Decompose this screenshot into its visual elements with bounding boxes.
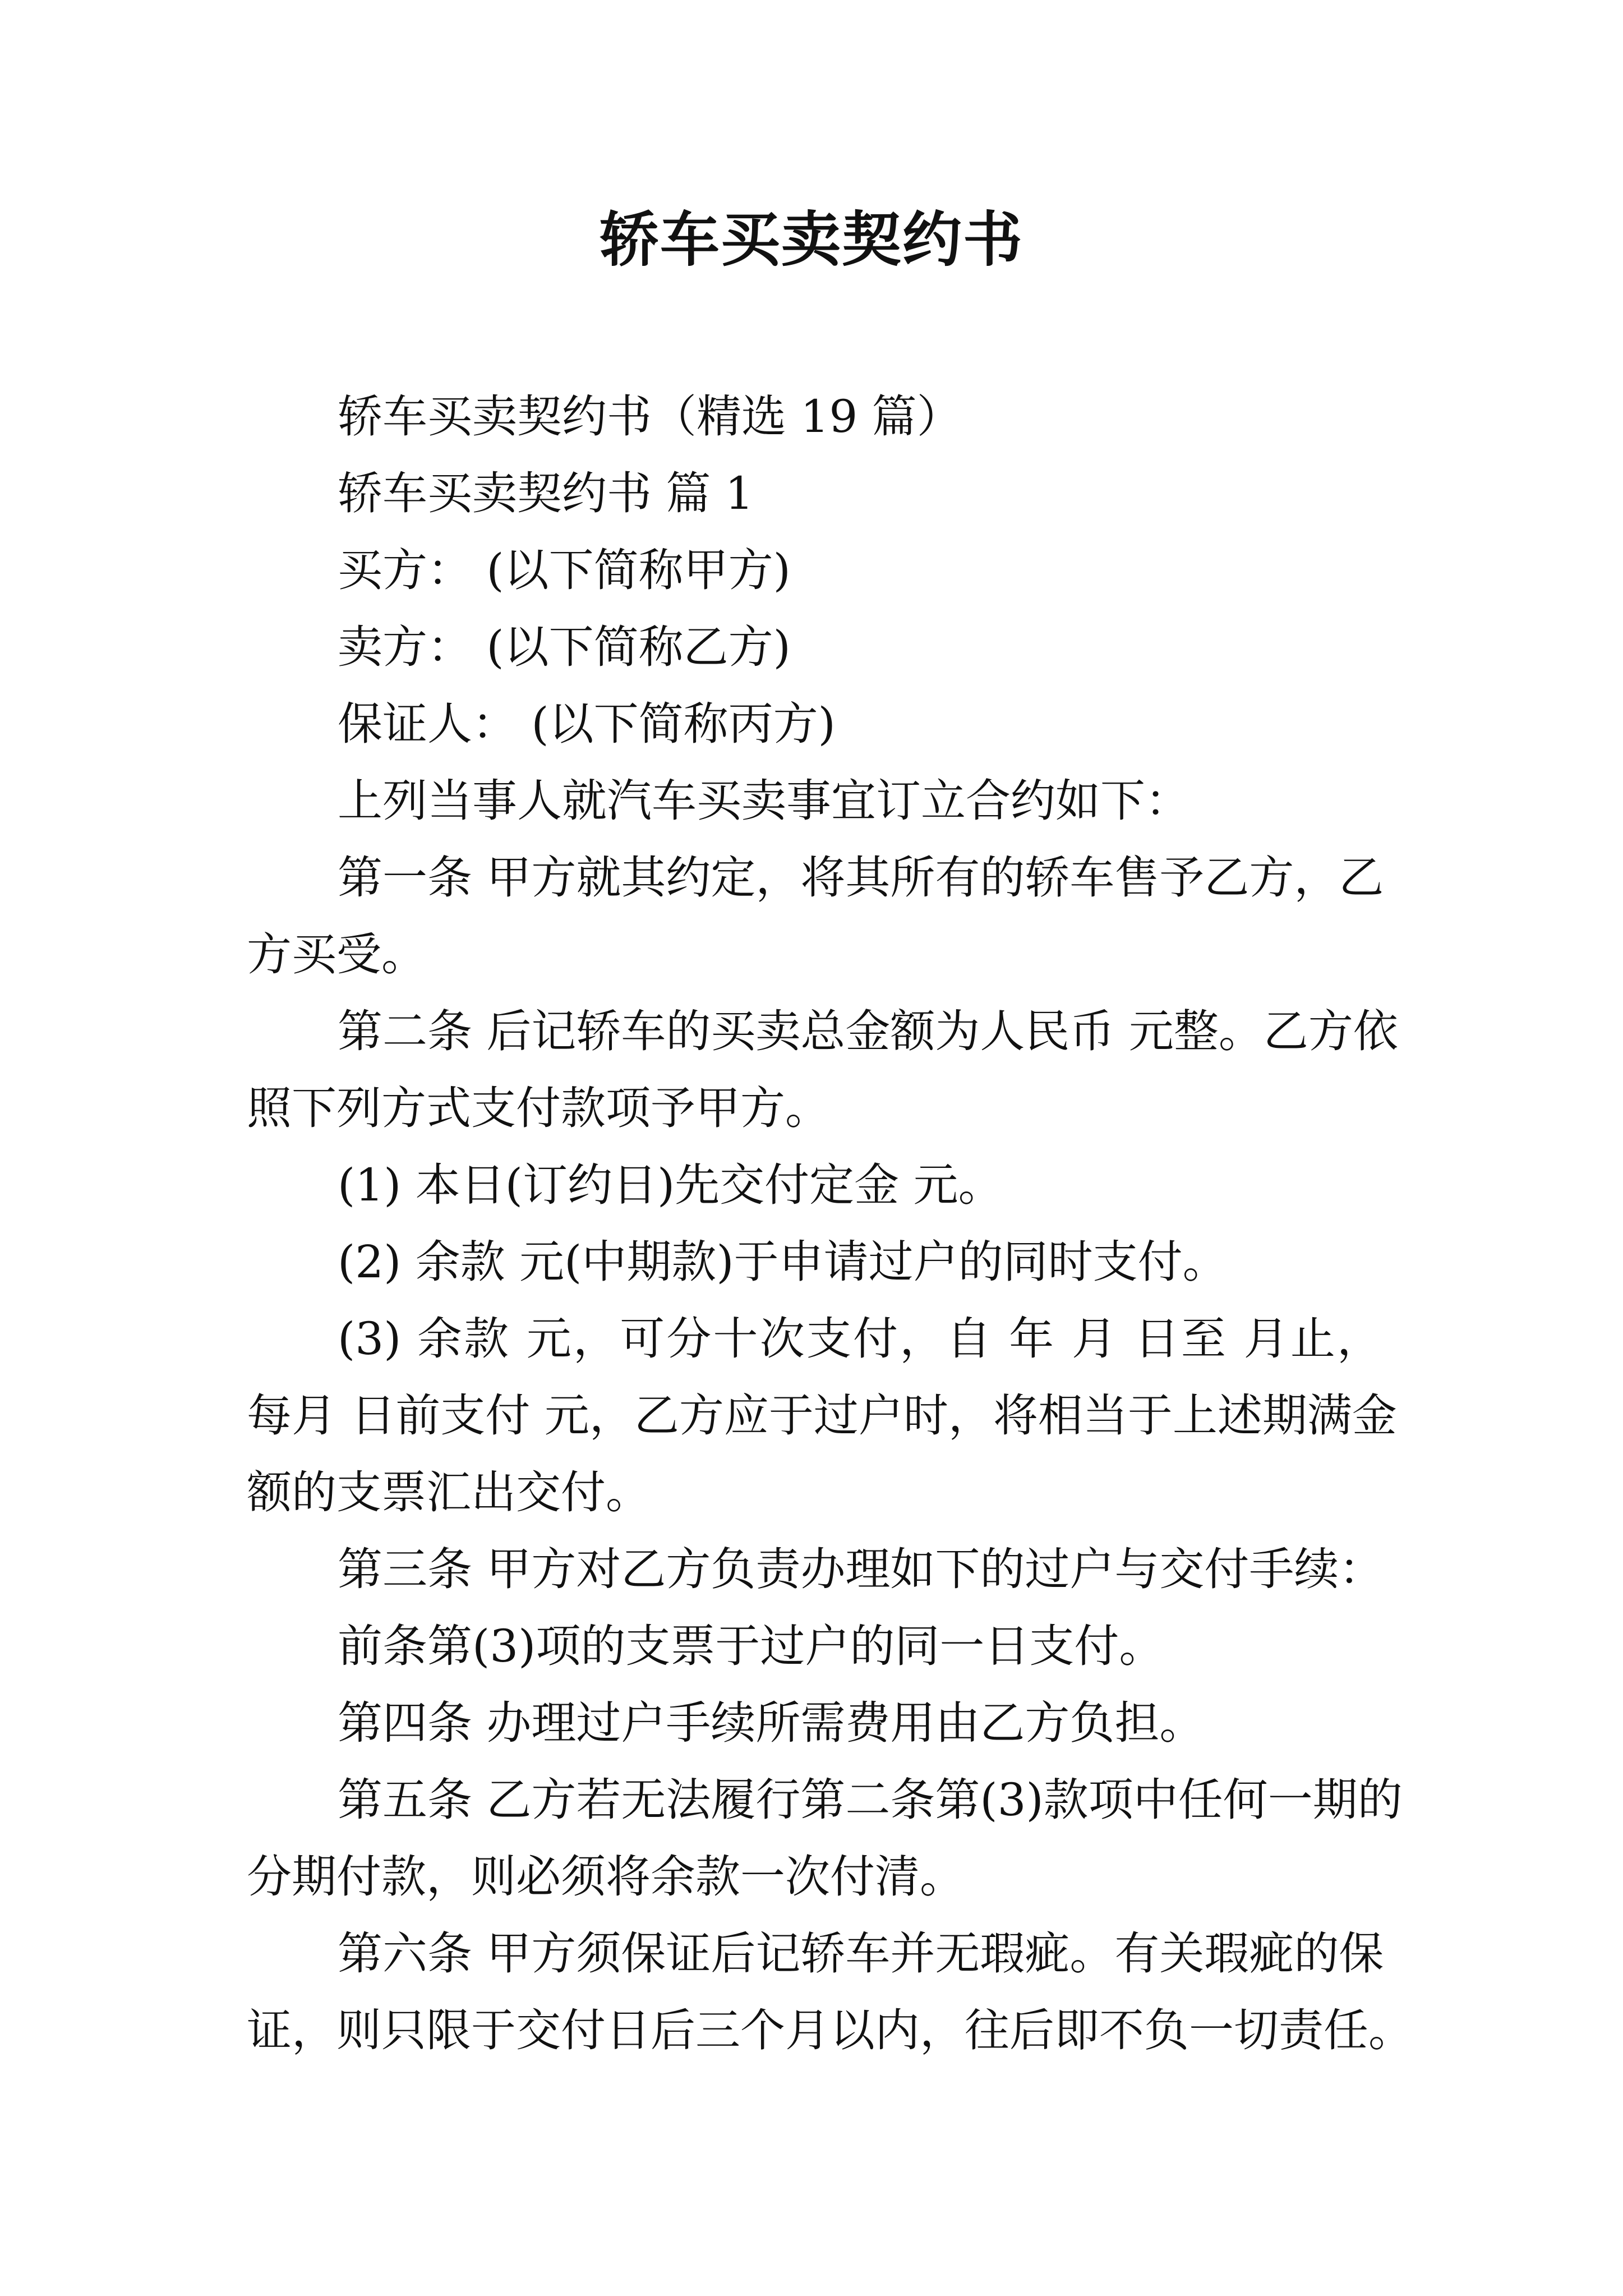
paragraph-line: 轿车买卖契约书（精选 19 篇）: [338, 390, 962, 443]
paragraph-article-3: [247, 1531, 1382, 1608]
paragraph-line: 上列当事人就汽车买卖事宜订立合约如下：: [338, 775, 1190, 827]
paragraph-line: 额的支票汇出交付。: [247, 1466, 651, 1519]
paragraph-item-3: [247, 1300, 1397, 1531]
paragraph-guarantor: [247, 685, 1382, 762]
paragraph-line: 保证人： (以下简称丙方): [338, 698, 836, 750]
paragraph-line: 第四条 办理过户手续所需费用由乙方负担。: [338, 1697, 1205, 1749]
paragraph-section-heading: [247, 455, 1382, 532]
paragraph-line: 分期付款，则必须将余款一次付清。: [247, 1851, 965, 1903]
paragraph-line: (2) 余款 元(中期款)于申请过户的同时支付。: [338, 1236, 1228, 1288]
paragraph-line: 第二条 后记轿车的买卖总金额为人民币 元整。乙方依: [338, 1005, 1398, 1057]
paragraph-seller: [247, 609, 1382, 685]
paragraph-article-5: [247, 1761, 1403, 1915]
paragraph-line: 第三条 甲方对乙方负责办理如下的过户与交付手续：: [338, 1543, 1384, 1595]
paragraph-buyer: [247, 532, 1382, 609]
paragraph-line: (3) 余款 元，可分十次支付，自 年 月 日至 月止，: [338, 1313, 1382, 1365]
paragraph-article-6: [247, 1915, 1413, 2069]
paragraph-line: 第一条 甲方就其约定，将其所有的轿车售予乙方，乙: [338, 852, 1384, 904]
paragraph-line: (1) 本日(订约日)先交付定金 元。: [338, 1159, 1003, 1211]
paragraph-line: 每月 日前支付 元，乙方应于过户时，将相当于上述期满金: [247, 1389, 1397, 1442]
paragraph-item-1: [247, 1147, 1382, 1223]
document-body: [247, 378, 1413, 2069]
paragraph-line: 买方： (以下简称甲方): [338, 544, 791, 596]
paragraph-line: 前条第(3)项的支票于过户的同一日支付。: [338, 1620, 1164, 1672]
document-title: 轿车买卖契约书: [600, 204, 1023, 274]
paragraph-line: 第六条 甲方须保证后记轿车并无瑕疵。有关瑕疵的保: [338, 1927, 1384, 1980]
paragraph-article-3-detail: [247, 1608, 1382, 1685]
paragraph-line: 卖方： (以下简称乙方): [338, 621, 791, 673]
paragraph-article-2: [247, 993, 1398, 1147]
paragraph-line: 第五条 乙方若无法履行第二条第(3)款项中任何一期的: [338, 1774, 1403, 1826]
paragraph-line: 轿车买卖契约书 篇 1: [338, 467, 754, 519]
paragraph-item-2: [247, 1223, 1382, 1300]
paragraph-subtitle: [247, 378, 1382, 455]
paragraph-article-4: [247, 1685, 1382, 1761]
paragraph-preamble: [247, 762, 1382, 839]
paragraph-line: 证，则只限于交付日后三个月以内，往后即不负一切责任。: [247, 2004, 1413, 2056]
paragraph-line: 方买受。: [247, 928, 426, 981]
paragraph-article-1: [247, 839, 1382, 993]
paragraph-line: 照下列方式支付款项予甲方。: [247, 1082, 830, 1134]
